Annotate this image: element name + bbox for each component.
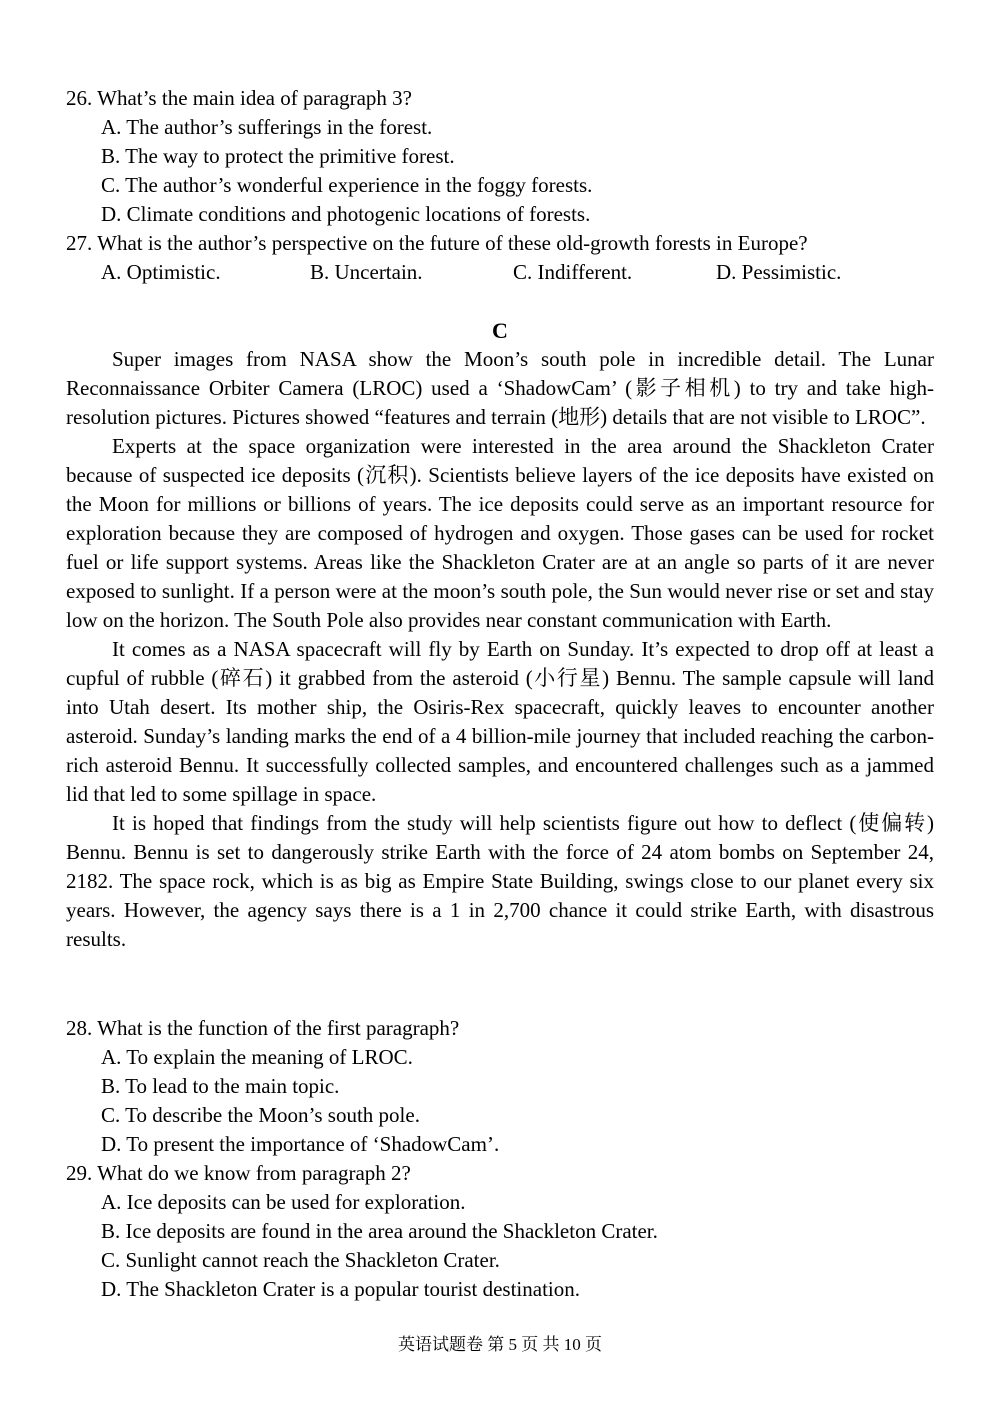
question-26 [66, 84, 936, 229]
option-b: B. To lead to the main topic. [101, 1074, 340, 1098]
option-a: A. To explain the meaning of LROC. [101, 1045, 413, 1069]
reading-passage [66, 345, 934, 954]
option-d: D. The Shackleton Crater is a popular tourist destination. [101, 1277, 581, 1301]
option-row [66, 258, 936, 287]
option-a: A. Optimistic. [101, 260, 221, 284]
option-d: D. Climate conditions and photogenic locations of forests. [101, 202, 591, 226]
question-stem: 26. What’s the main idea of paragraph 3? [66, 86, 412, 110]
question-stem: 28. What is the function of the first paragraph? [66, 1016, 460, 1040]
page-footer: 英语试题卷 第 5 页 共 10 页 [398, 1335, 602, 1354]
question-28 [66, 1014, 936, 1159]
option-d: D. To present the importance of ‘ShadowCam’. [101, 1132, 500, 1156]
option-b: B. The way to protect the primitive forest. [101, 144, 455, 168]
option-d: D. Pessimistic. [716, 260, 842, 284]
section-heading: C [492, 318, 508, 343]
option-b: B. Ice deposits are found in the area around the Shackleton Crater. [101, 1219, 658, 1243]
question-stem: 27. What is the author’s perspective on the future of these old-growth forests in Europe? [66, 231, 808, 255]
passage-paragraph-2: Experts at the space organization were interested in the area around the Shackleton Crater because of suspected ice deposits (沉积). Scientists believe layers of the ice deposits have existed on the Moon for millions or billions of years. The ice deposits could serve as an important resource for exploration because they are composed of hydrogen and oxygen. Those gases can be used for rocket fuel or life support systems. Areas like the Shackleton Crater are at an angle so parts of it are never exposed to sunlight. If a person were at the moon’s south pole, the Sun would never rise or set and stay low on the horizon. The South Pole also provides near constant communication with Earth. [66, 434, 934, 632]
question-29 [66, 1159, 936, 1304]
passage-paragraph-3: It comes as a NASA spacecraft will fly by Earth on Sunday. It’s expected to drop off at least a cupful of rubble (碎石) it grabbed from the asteroid (小行星) Bennu. The sample capsule will land into Utah desert. Its mother ship, the Osiris-Rex spacecraft, quickly leaves to encounter another asteroid. Sunday’s landing marks the end of a 4 billion-mile journey that included reaching the carbon-rich asteroid Bennu. It successfully collected samples, and encountered challenges such as a jammed lid that led to some spillage in space. [66, 637, 934, 806]
question-27 [66, 229, 936, 287]
option-c: C. Indifferent. [513, 260, 633, 284]
option-c: C. To describe the Moon’s south pole. [101, 1103, 420, 1127]
option-b: B. Uncertain. [310, 260, 423, 284]
passage-paragraph-1: Super images from NASA show the Moon’s south pole in incredible detail. The Lunar Reconnaissance Orbiter Camera (LROC) used a ‘ShadowCam’ (影子相机) to try and take high-resolution pictures. Pictures showed “features and terrain (地形) details that are not visible to LROC”. [66, 347, 934, 429]
passage-paragraph-4: It is hoped that findings from the study will help scientists figure out how to deflect (使偏转) Bennu. Bennu is set to dangerously strike Earth with the force of 24 atom bombs on September 24, 2182. The space rock, which is as big as Empire State Building, swings close to our planet every six years. However, the agency says there is a 1 in 2,700 chance it could strike Earth, with disastrous results. [66, 811, 934, 951]
option-c: C. The author’s wonderful experience in the foggy forests. [101, 173, 593, 197]
option-a: A. The author’s sufferings in the forest. [101, 115, 433, 139]
option-a: A. Ice deposits can be used for exploration. [101, 1190, 466, 1214]
question-stem: 29. What do we know from paragraph 2? [66, 1161, 411, 1185]
option-c: C. Sunlight cannot reach the Shackleton Crater. [101, 1248, 500, 1272]
